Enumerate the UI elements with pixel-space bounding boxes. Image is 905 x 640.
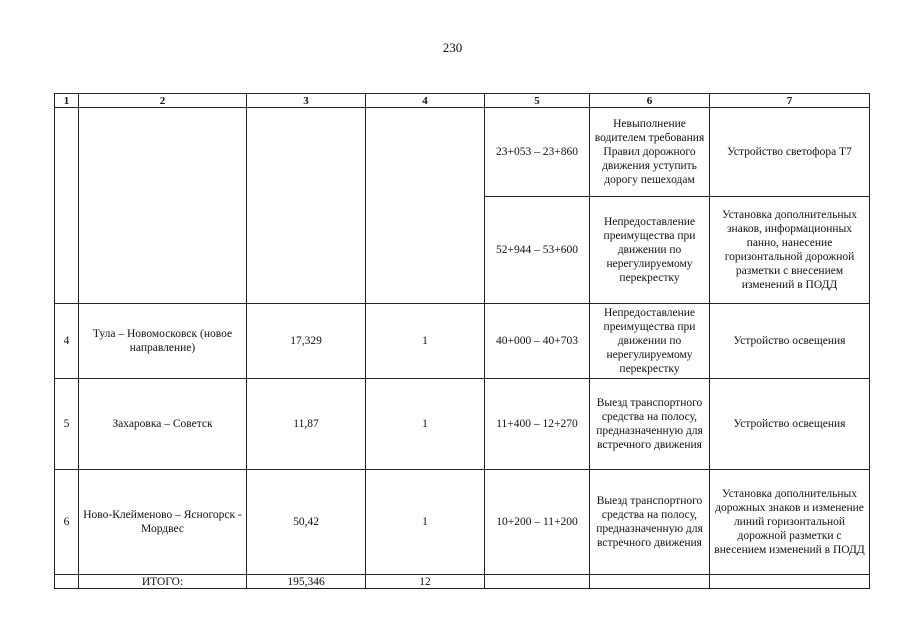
road-name-cell: Тула – Новомосковск (новое направление)	[79, 304, 247, 379]
measure-cell: Устройство освещения	[710, 379, 870, 470]
km-range-cell: 11+400 – 12+270	[485, 379, 590, 470]
header-cell: 7	[710, 94, 870, 108]
total-label: ИТОГО:	[79, 575, 247, 589]
page-number: 230	[442, 40, 463, 55]
header-cell: 4	[366, 94, 485, 108]
table-row	[55, 304, 870, 379]
total-empty-cell	[55, 575, 79, 589]
row-number-cell: 5	[55, 379, 79, 470]
length-cell: 11,87	[247, 379, 366, 470]
count-cell: 1	[366, 379, 485, 470]
measure-cell: Установка дополнительных дорожных знаков и изменение линий горизонтальной дорожной разметки с внесением изменений в ПОДД	[710, 470, 870, 575]
row-number-cell: 4	[55, 304, 79, 379]
row-number-cell	[55, 108, 79, 304]
total-empty-cell	[485, 575, 590, 589]
total-length: 195,346	[247, 575, 366, 589]
road-name-cell	[79, 108, 247, 304]
total-empty-cell	[710, 575, 870, 589]
violation-cell: Выезд транспортного средства на полосу, предназначенную для встречного движения	[590, 379, 710, 470]
measure-cell: Устройство освещения	[710, 304, 870, 379]
road-name-cell: Ново-Клейменово – Ясногорск - Мордвес	[79, 470, 247, 575]
length-cell: 17,329	[247, 304, 366, 379]
length-cell: 50,42	[247, 470, 366, 575]
count-cell: 1	[366, 470, 485, 575]
road-name-cell: Захаровка – Советск	[79, 379, 247, 470]
total-empty-cell	[590, 575, 710, 589]
measure-cell: Установка дополнительных знаков, информационных панно, нанесение горизонтальной дорожной разметки с внесением изменений в ПОДД	[710, 197, 870, 304]
header-cell: 1	[55, 94, 79, 108]
table-row	[55, 108, 870, 197]
km-range-cell: 52+944 – 53+600	[485, 197, 590, 304]
km-range-cell: 10+200 – 11+200	[485, 470, 590, 575]
total-count: 12	[366, 575, 485, 589]
header-cell: 6	[590, 94, 710, 108]
count-cell: 1	[366, 304, 485, 379]
header-cell: 5	[485, 94, 590, 108]
row-number-cell: 6	[55, 470, 79, 575]
km-range-cell: 23+053 – 23+860	[485, 108, 590, 197]
violation-cell: Непредоставление преимущества при движении по нерегулируемому перекрестку	[590, 304, 710, 379]
total-row	[55, 575, 870, 589]
measure-cell: Устройство светофора Т7	[710, 108, 870, 197]
header-cell: 2	[79, 94, 247, 108]
violation-cell: Невыполнение водителем требования Правил дорожного движения уступить дорогу пешеходам	[590, 108, 710, 197]
table-row	[55, 470, 870, 575]
header-cell: 3	[247, 94, 366, 108]
length-cell	[247, 108, 366, 304]
violation-cell: Выезд транспортного средства на полосу, предназначенную для встречного движения	[590, 470, 710, 575]
measures-table	[54, 93, 870, 589]
violation-cell: Непредоставление преимущества при движении по нерегулируемому перекрестку	[590, 197, 710, 304]
header-row	[55, 94, 870, 108]
count-cell	[366, 108, 485, 304]
km-range-cell: 40+000 – 40+703	[485, 304, 590, 379]
table-row	[55, 379, 870, 470]
